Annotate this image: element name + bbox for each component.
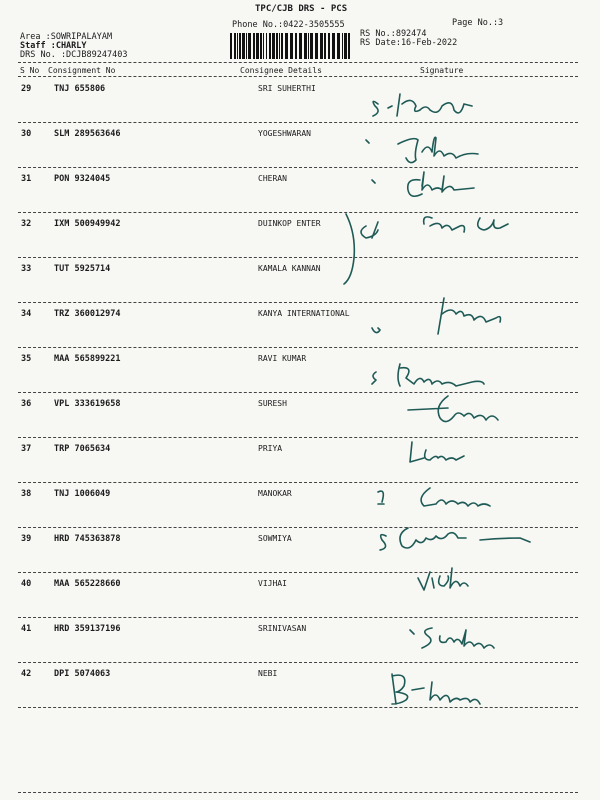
row-consignee: KANYA INTERNATIONAL (258, 309, 350, 318)
signature-39 (380, 528, 530, 550)
row-sno: 39 (21, 534, 32, 544)
row-sno: 41 (21, 624, 32, 634)
signature-31 (372, 172, 474, 196)
row-consignment-no: TRP 7065634 (54, 444, 111, 454)
footer-divider (18, 792, 578, 793)
signature-30 (366, 137, 478, 162)
row-sno: 30 (21, 129, 32, 139)
row-consignment-no: MAA 565899221 (54, 354, 121, 364)
row-consignee: SOWMIYA (258, 534, 292, 543)
row-consignment-no: PON 9324045 (54, 174, 111, 184)
row-consignment-no: TNJ 655806 (54, 84, 106, 94)
column-header-sno: S No (20, 66, 40, 75)
signature-32 (344, 214, 508, 284)
row-consignee: SURESH (258, 399, 287, 408)
column-header-signature: Signature (420, 66, 464, 75)
row-sno: 40 (21, 579, 32, 589)
row-sno: 37 (21, 444, 32, 454)
signature-41 (410, 628, 494, 648)
signature-38 (378, 488, 490, 506)
row-consignment-no: SLM 289563646 (54, 129, 121, 139)
document-title: TPC/CJB DRS - PCS (255, 4, 348, 14)
staff-label: Staff :CHARLY (20, 41, 87, 51)
row-consignee: NEBI (258, 669, 278, 678)
rs-number: RS No.:892474 (360, 29, 427, 39)
row-consignment-no: VPL 333619658 (54, 399, 121, 409)
row-consignee: MANOKAR (258, 489, 292, 498)
row-consignment-no: TRZ 360012974 (54, 309, 121, 319)
signature-29 (373, 94, 472, 116)
row-consignment-no: HRD 745363878 (54, 534, 121, 544)
column-header-consignment: Consignment No (48, 66, 116, 75)
signature-34 (372, 298, 501, 334)
row-sno: 29 (21, 84, 32, 94)
row-consignment-no: TUT 5925714 (54, 264, 111, 274)
row-consignee: PRIYA (258, 444, 283, 453)
row-consignment-no: MAA 565228660 (54, 579, 121, 589)
row-sno: 42 (21, 669, 32, 679)
row-consignee: SRINIVASAN (258, 624, 307, 633)
row-sno: 36 (21, 399, 32, 409)
signature-36 (408, 396, 498, 422)
signature-42 (392, 674, 480, 704)
row-consignee: YOGESHWARAN (258, 129, 311, 138)
drs-number: DRS No. :DCJB89247403 (20, 50, 128, 60)
row-consignee: KAMALA KANNAN (258, 264, 321, 273)
row-consignee: CHERAN (258, 174, 287, 183)
row-consignment-no: HRD 359137196 (54, 624, 121, 634)
row-consignee: DUINKOP ENTER (258, 219, 321, 228)
row-consignee: SRI SUHERTHI (258, 84, 316, 93)
row-sno: 34 (21, 309, 32, 319)
column-header-consignee: Consignee Details (240, 66, 322, 75)
rs-date: RS Date:16-Feb-2022 (360, 38, 458, 48)
signature-35 (372, 364, 484, 386)
row-consignment-no: IXM 500949942 (54, 219, 121, 229)
row-sno: 35 (21, 354, 32, 364)
row-consignment-no: DPI 5074063 (54, 669, 111, 679)
row-consignee: VIJHAI (258, 579, 287, 588)
row-sno: 38 (21, 489, 32, 499)
phone-number: Phone No.:0422-3505555 (232, 20, 345, 30)
area-label: Area :SOWRIPALAYAM (20, 32, 113, 42)
row-sno: 31 (21, 174, 32, 184)
row-consignment-no: TNJ 1006049 (54, 489, 111, 499)
signature-40 (418, 568, 468, 590)
row-sno: 33 (21, 264, 32, 274)
row-consignee: RAVI KUMAR (258, 354, 307, 363)
page-number: Page No.:3 (452, 18, 504, 28)
row-sno: 32 (21, 219, 32, 229)
signature-37 (410, 442, 464, 462)
